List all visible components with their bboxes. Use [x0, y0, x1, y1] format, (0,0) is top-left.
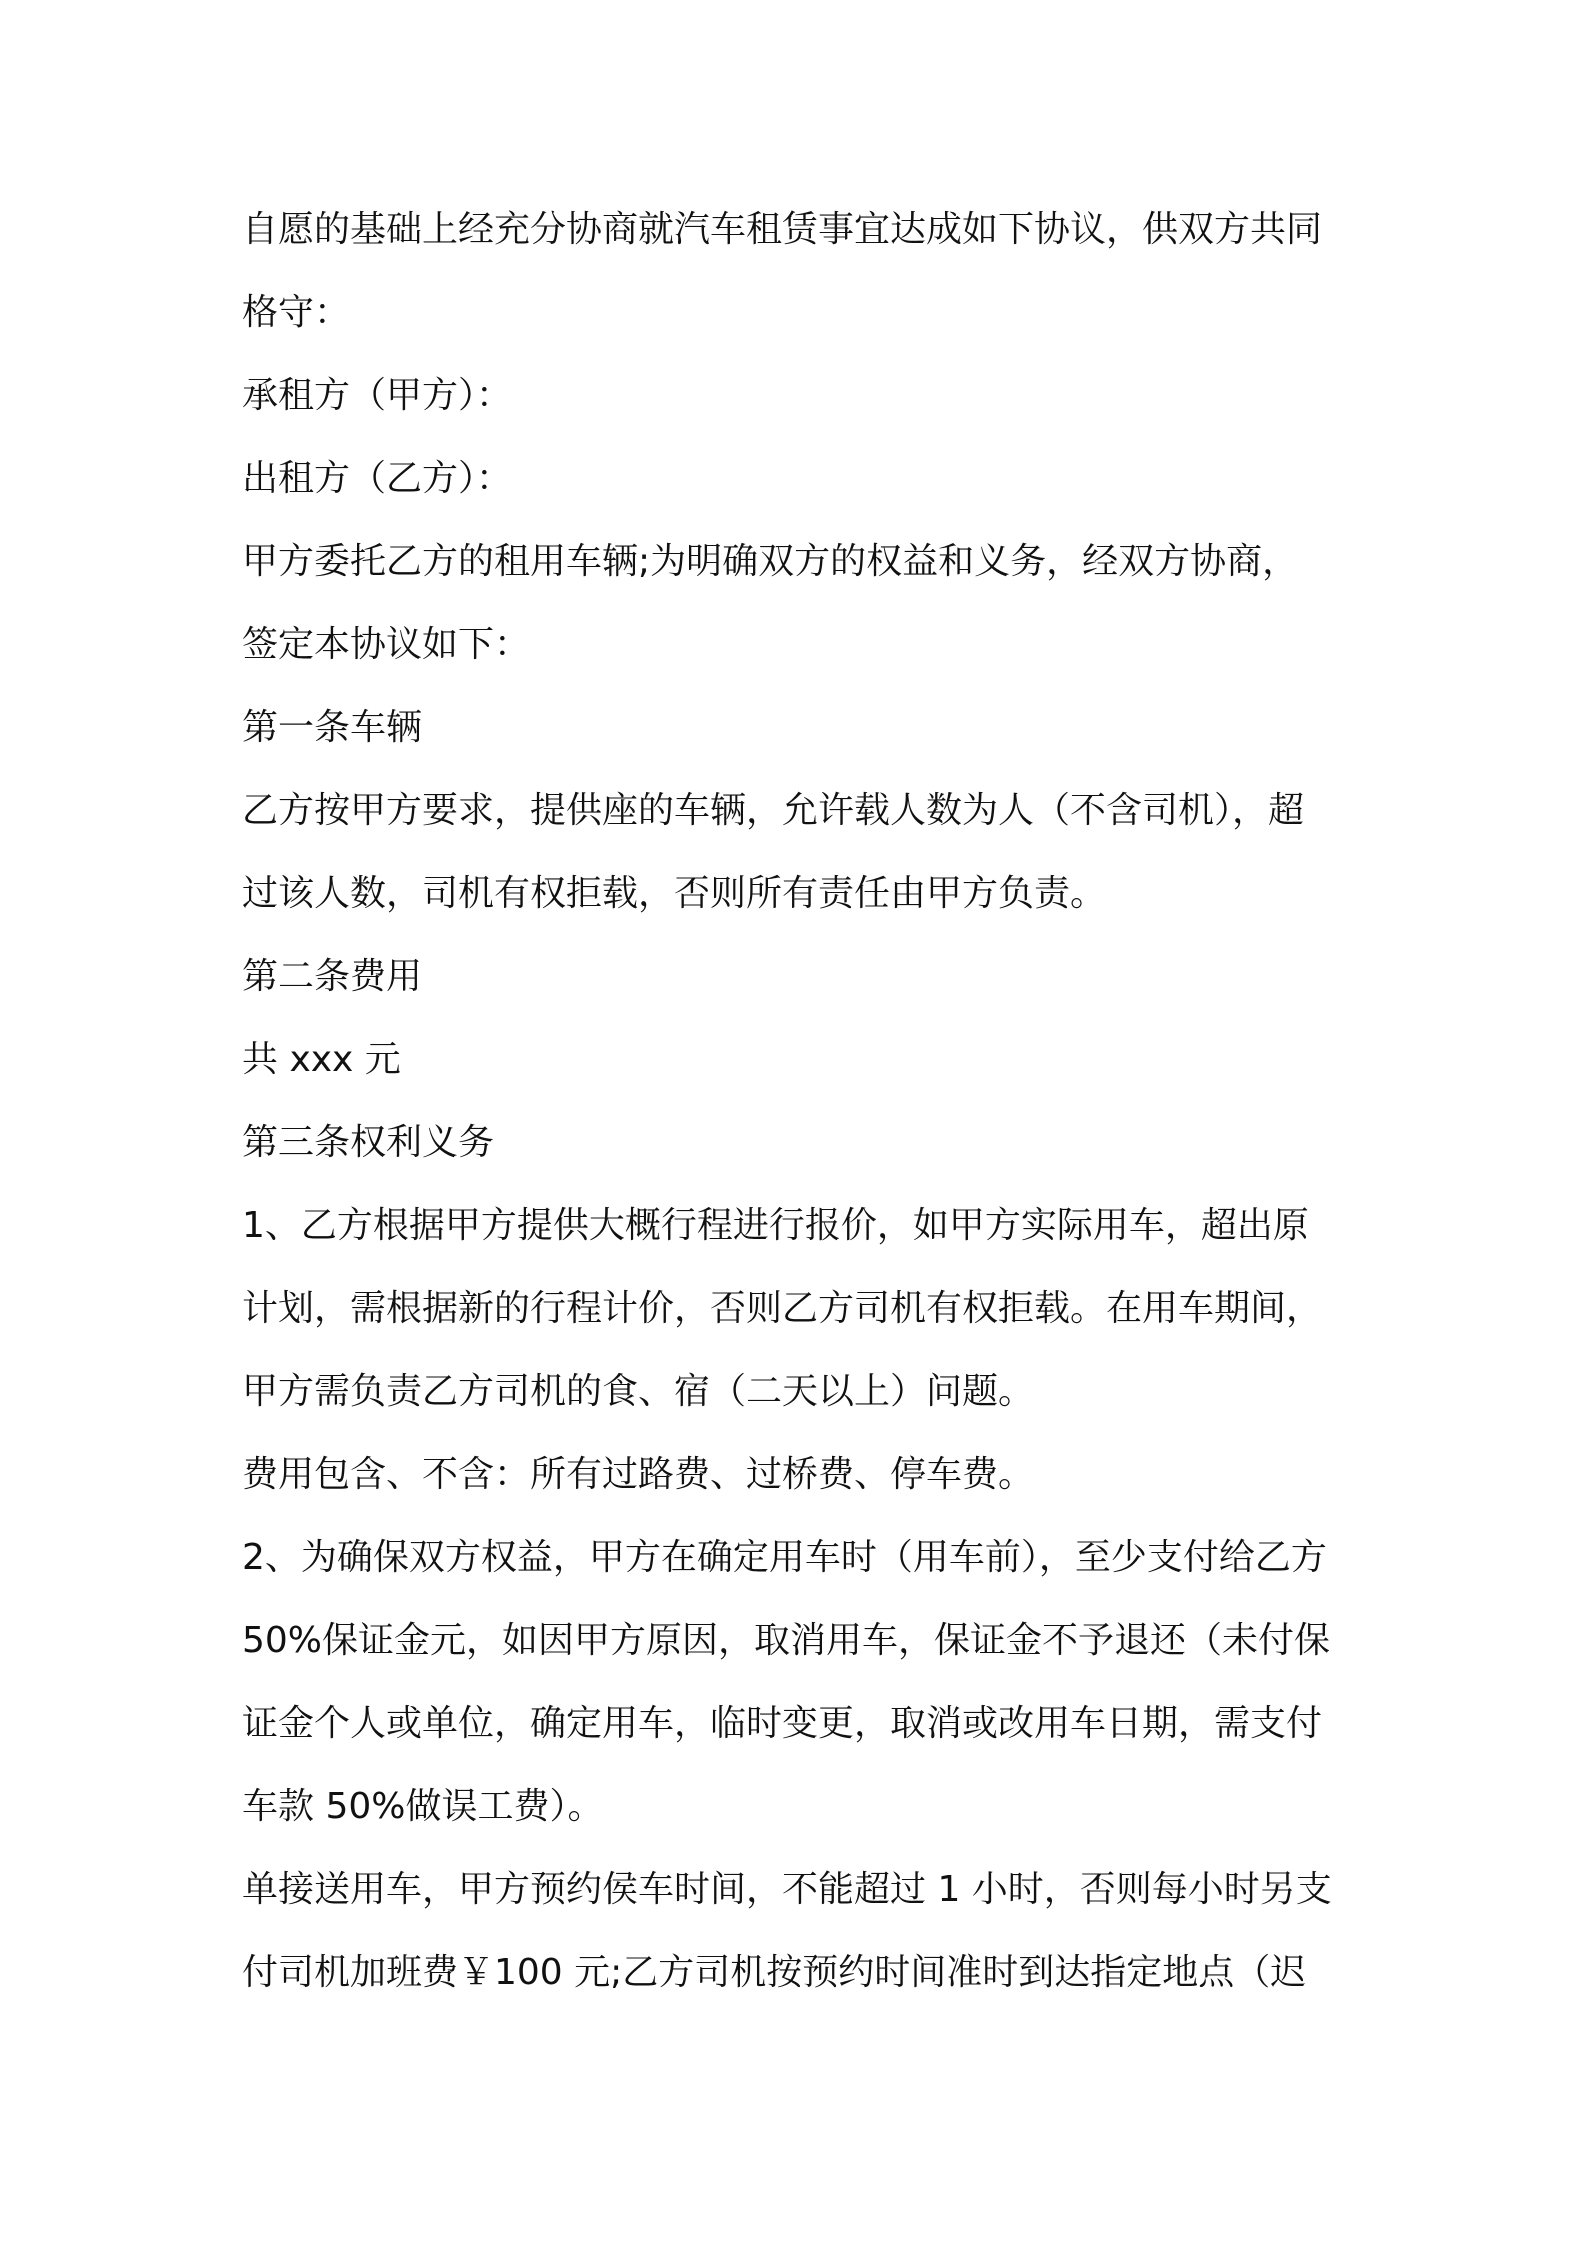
- text-line: 过该人数，司机有权拒载，否则所有责任由甲方负责。: [242, 873, 1107, 914]
- party-a-label: 承租方（甲方）：: [242, 375, 513, 416]
- text-line: 格守：: [242, 292, 351, 333]
- text-line: 2、为确保双方权益，甲方在确定用车时（用车前），至少支付给乙方: [242, 1537, 1327, 1578]
- text-line: 乙方按甲方要求，提供座的车辆，允许载人数为人（不含司机），超: [242, 790, 1305, 831]
- section-heading-fees: 第二条费用: [242, 956, 423, 997]
- text-line: 自愿的基础上经充分协商就汽车租赁事宜达成如下协议，供双方共同: [242, 209, 1323, 250]
- section-heading-rights: 第三条权利义务: [242, 1122, 495, 1163]
- text-line: 证金个人或单位，确定用车，临时变更，取消或改用车日期，需支付: [242, 1703, 1323, 1744]
- text-line: 签定本协议如下：: [242, 624, 531, 665]
- text-line: 单接送用车，甲方预约侯车时间，不能超过 1 小时，否则每小时另支: [242, 1869, 1332, 1910]
- text-line: 甲方需负责乙方司机的食、宿（二天以上）问题。: [242, 1371, 1035, 1412]
- text-line: 车款 50%做误工费）。: [242, 1786, 604, 1827]
- text-line: 50%保证金元，如因甲方原因，取消用车，保证金不予退还（未付保: [242, 1620, 1331, 1661]
- text-line: 费用包含、不含：所有过路费、过桥费、停车费。: [242, 1454, 1035, 1495]
- section-heading-vehicle: 第一条车辆: [242, 707, 423, 748]
- text-line: 1、乙方根据甲方提供大概行程进行报价，如甲方实际用车，超出原: [242, 1205, 1309, 1246]
- total-fee-line: 共 xxx 元: [242, 1039, 401, 1080]
- text-line: 甲方委托乙方的租用车辆;为明确双方的权益和义务，经双方协商，: [242, 541, 1299, 582]
- party-b-label: 出租方（乙方）：: [242, 458, 513, 499]
- text-line: 付司机加班费￥100 元;乙方司机按预约时间准时到达指定地点（迟: [242, 1952, 1307, 1993]
- text-line: 计划，需根据新的行程计价，否则乙方司机有权拒载。在用车期间，: [242, 1288, 1323, 1329]
